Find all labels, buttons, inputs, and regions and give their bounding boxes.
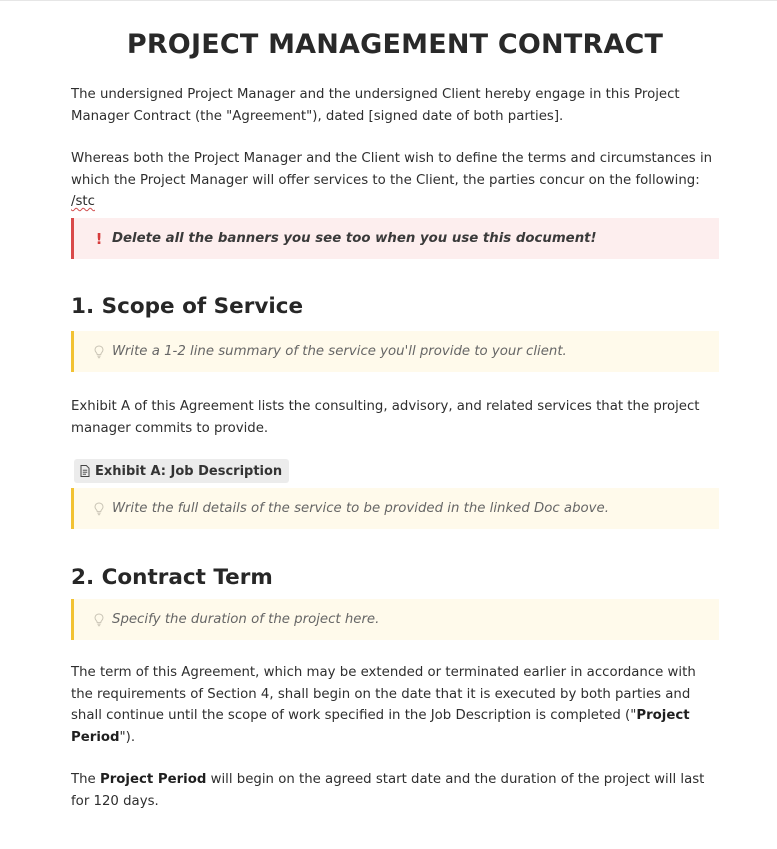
lightbulb-icon	[90, 613, 108, 627]
period-project-period-bold: Project Period	[99, 772, 207, 787]
tip-banner-text: Write the full details of the service to be provided in the linked Doc above.	[112, 501, 609, 516]
tip-banner-bar	[71, 488, 74, 529]
term-text-before: The term of this Agreement, which may be extended or terminated earlier in accordance with the requirements of Section 4, shall begin on the date that it is executed by both parties and shall continue until the scope of work specified in the Job Description is completed ("	[71, 665, 696, 723]
tip-banner-scope-summary[interactable]	[71, 331, 719, 372]
term-paragraph	[71, 662, 719, 748]
warning-banner-text: Delete all the banners you see too when you use this document!	[112, 231, 597, 246]
period-text-after: will begin on the agreed start date and the duration of the project will last for 120 days.	[71, 772, 705, 809]
whereas-paragraph: Whereas both the Project Manager and the Client wish to define the terms and circumstances in which the Project Manager will offer services to the Client, the parties concur on the following:	[71, 151, 713, 188]
tip-banner-bar	[71, 599, 74, 640]
warning-banner[interactable]	[71, 218, 719, 259]
period-text-before: The	[71, 772, 100, 787]
slash-command-value: /stc	[71, 194, 95, 209]
linked-doc-label: Exhibit A: Job Description	[95, 463, 283, 479]
warning-banner-bar	[71, 218, 74, 259]
document-title: PROJECT MANAGEMENT CONTRACT	[126, 29, 664, 60]
tip-banner-text: Specify the duration of the project here.	[112, 612, 380, 627]
section-heading-contract-term: 2. Contract Term	[71, 565, 273, 590]
lightbulb-icon	[90, 502, 108, 516]
slash-command-text[interactable]	[71, 191, 719, 212]
tip-banner-bar	[71, 331, 74, 372]
tip-banner-scope-details[interactable]	[71, 488, 719, 529]
term-text-after: ").	[119, 729, 136, 745]
period-paragraph	[71, 769, 719, 812]
term-project-period-bold: Project Period	[71, 708, 690, 745]
intro-paragraph: The undersigned Project Manager and the undersigned Client hereby engage in this Project Manager Contract (the "Agreement"), dated [signed date of both parties].	[71, 87, 680, 124]
tip-banner-text: Write a 1-2 line summary of the service you'll provide to your client.	[112, 344, 567, 359]
section-heading-scope: 1. Scope of Service	[71, 294, 304, 319]
linked-doc-exhibit-a[interactable]	[74, 459, 289, 483]
exclamation-icon: !	[95, 229, 103, 248]
scope-paragraph: Exhibit A of this Agreement lists the consulting, advisory, and related services that the project manager commits to provide.	[71, 399, 700, 436]
lightbulb-icon	[90, 345, 108, 359]
document-body	[71, 0, 719, 812]
document-icon	[80, 465, 90, 477]
tip-banner-duration[interactable]	[71, 599, 719, 640]
